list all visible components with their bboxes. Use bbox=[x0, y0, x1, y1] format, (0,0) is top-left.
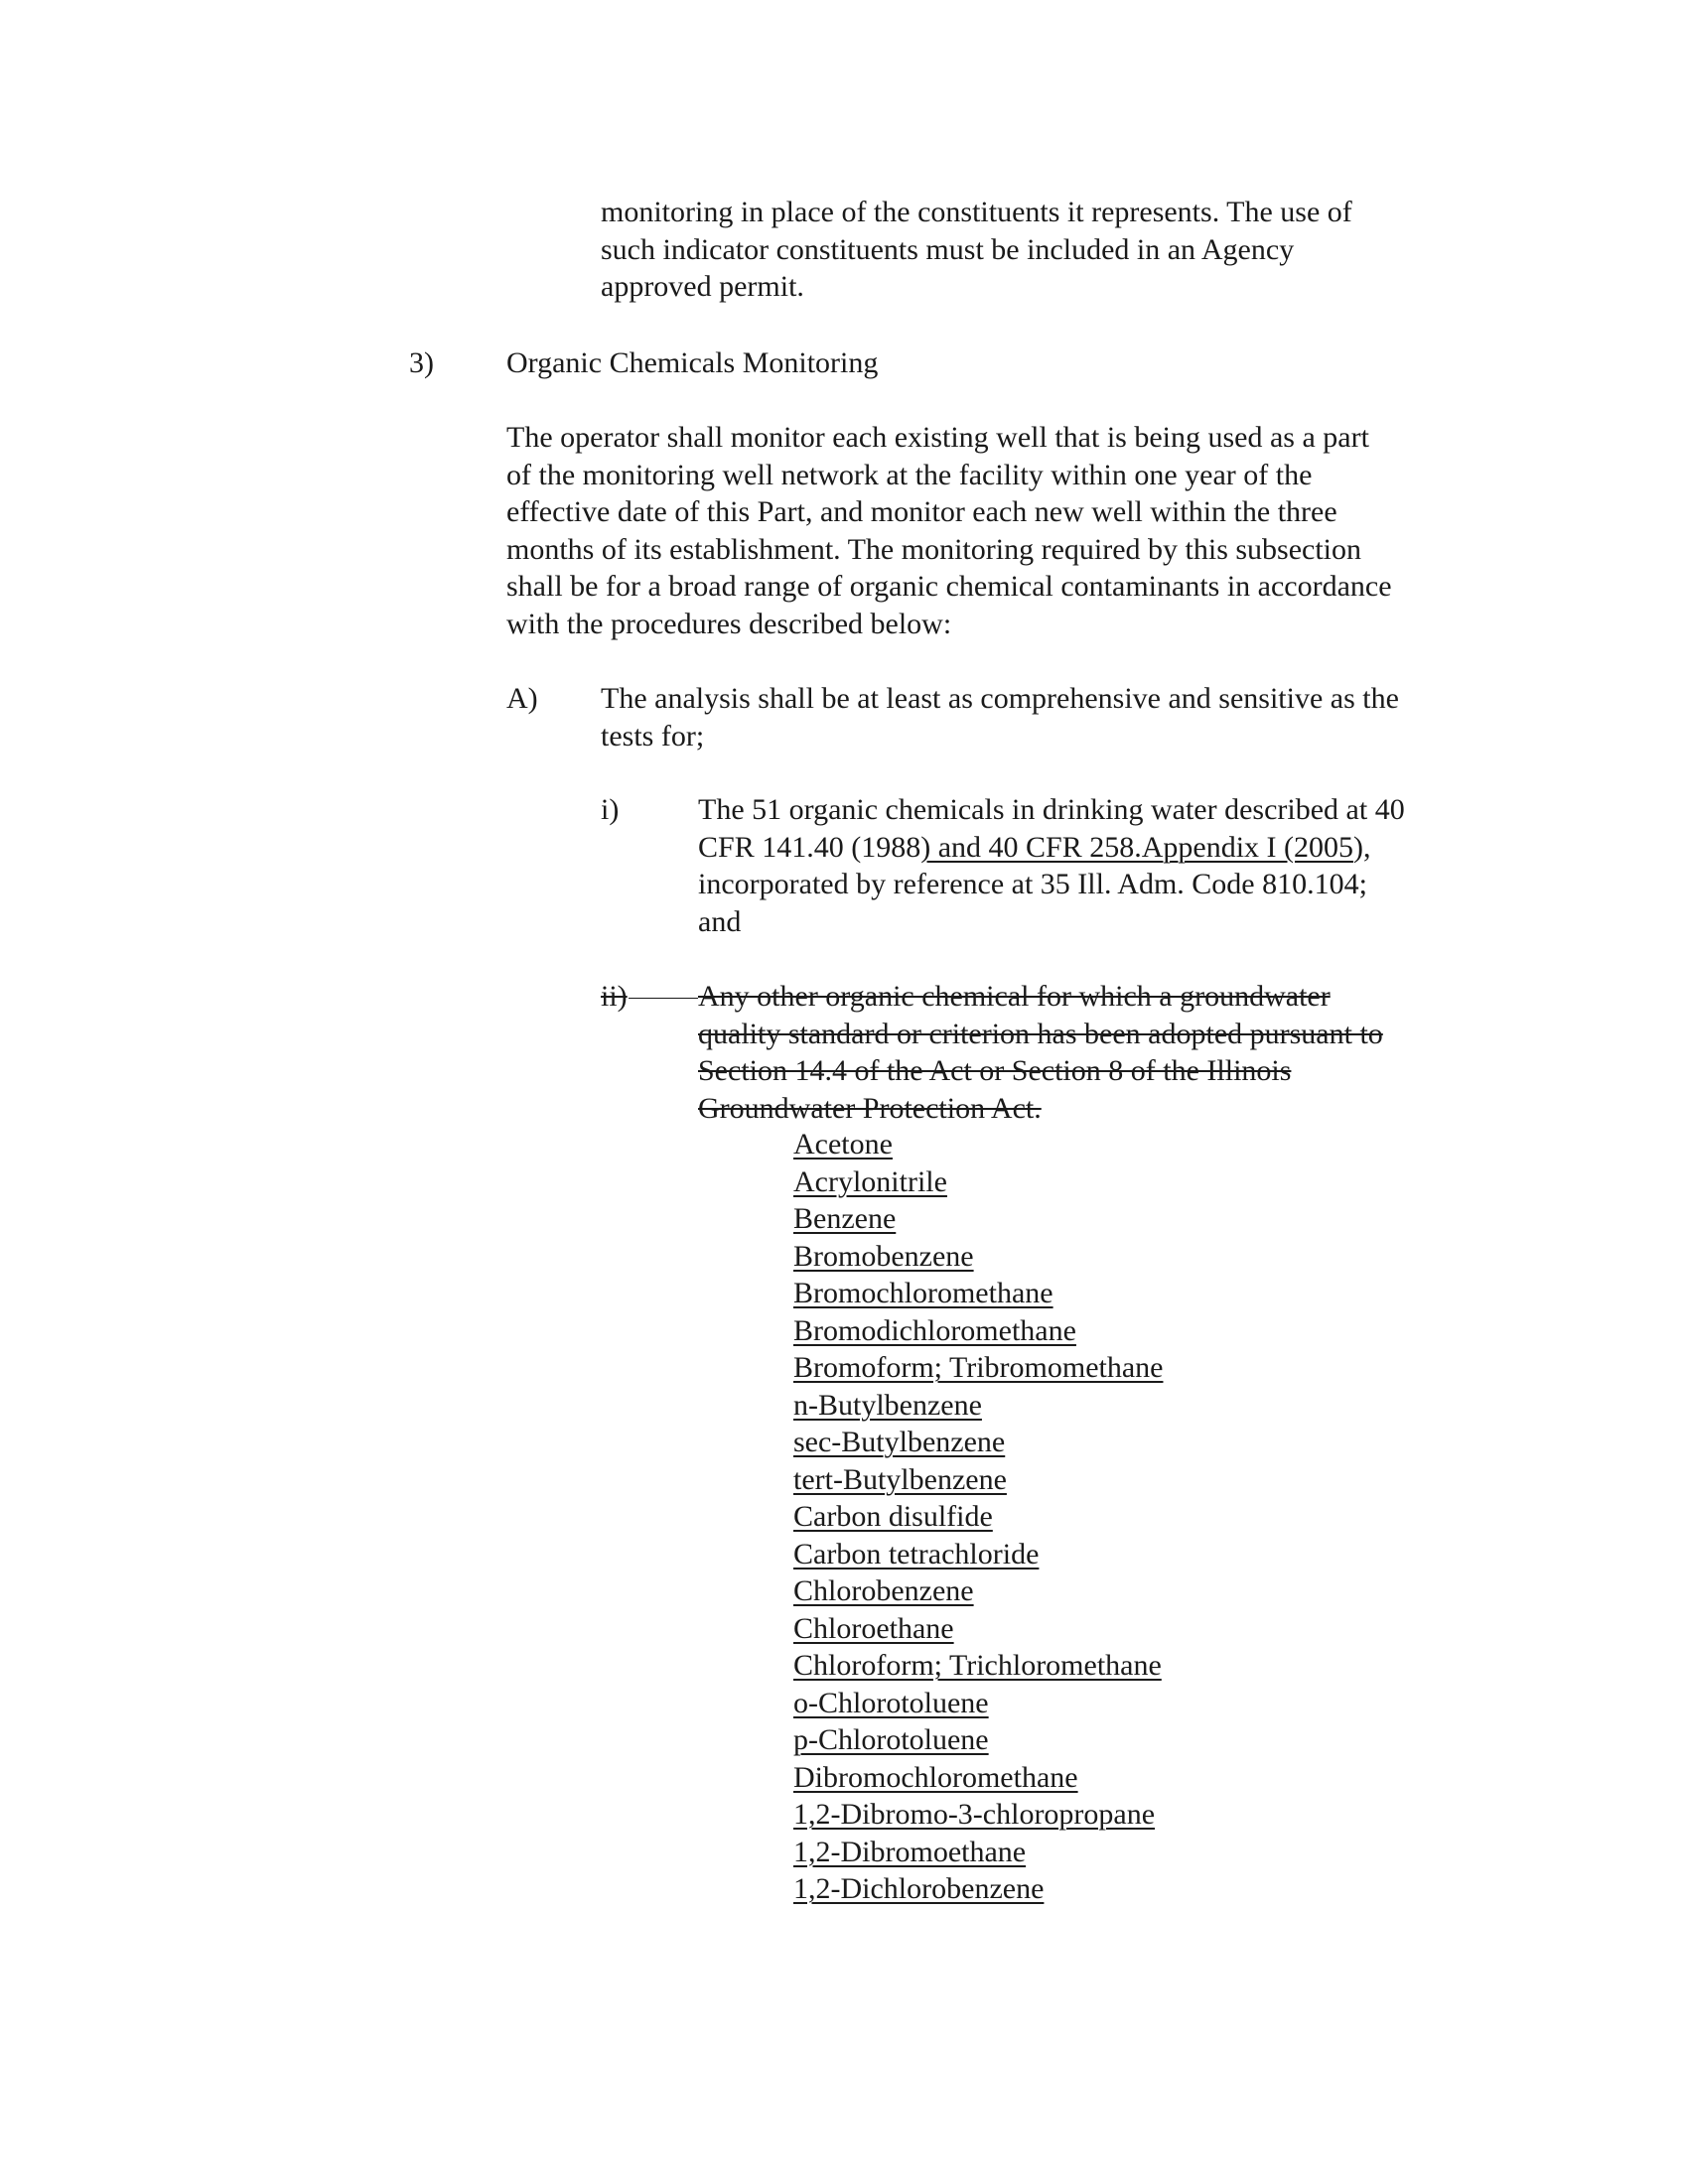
chemical-item: Bromoform; Tribromomethane bbox=[793, 1351, 1164, 1384]
chemical-item: Bromochloromethane bbox=[793, 1277, 1053, 1309]
item-ii-label bbox=[601, 978, 700, 1016]
item-i-line2-end: ), bbox=[1353, 830, 1371, 864]
item-ii-label-text: ii) bbox=[601, 980, 628, 1013]
chemical-item: o-Chlorotoluene bbox=[793, 1686, 989, 1719]
item-a-line: tests for; bbox=[601, 719, 705, 752]
item-ii-line: quality standard or criterion has been adopted pursuant to bbox=[698, 1017, 1383, 1050]
chemical-item: 1,2-Dibromo-3-chloropropane bbox=[793, 1798, 1156, 1831]
body-line: shall be for a broad range of organic chemical contaminants in accordance bbox=[506, 570, 1392, 603]
item-i-inserted-text: ) and 40 CFR 258.Appendix I (2005 bbox=[920, 830, 1354, 864]
chemical-item: Chloroethane bbox=[793, 1611, 954, 1645]
body-line: of the monitoring well network at the facility within one year of the bbox=[506, 458, 1313, 491]
chemical-item: Carbon disulfide bbox=[793, 1500, 993, 1533]
section-3-number: 3) bbox=[409, 346, 434, 379]
intro-line: such indicator constituents must be included in an Agency bbox=[601, 232, 1295, 266]
section-3-body bbox=[506, 419, 1392, 642]
item-i-text bbox=[698, 791, 1405, 940]
chemical-item: sec-Butylbenzene bbox=[793, 1426, 1006, 1458]
chemical-item: Carbon tetrachloride bbox=[793, 1537, 1040, 1570]
chemical-item: Dibromochloromethane bbox=[793, 1760, 1078, 1794]
chemical-item: 1,2-Dibromoethane bbox=[793, 1835, 1027, 1868]
item-i-line2-plain: CFR 141.40 (1988 bbox=[698, 830, 921, 864]
chemical-item: Bromodichloromethane bbox=[793, 1313, 1076, 1347]
chemical-item: Chloroform; Trichloromethane bbox=[793, 1649, 1162, 1682]
chemical-item: Acetone bbox=[793, 1128, 893, 1160]
item-a-text bbox=[601, 680, 1399, 754]
item-i-line bbox=[698, 829, 1405, 867]
item-ii-line: Any other organic chemical for which a groundwater bbox=[698, 980, 1331, 1013]
body-line: effective date of this Part, and monitor each new well within the three bbox=[506, 495, 1337, 528]
chemical-item: n-Butylbenzene bbox=[793, 1388, 982, 1422]
chemical-item: p-Chlorotoluene bbox=[793, 1723, 989, 1756]
item-ii-text bbox=[698, 978, 1383, 1127]
item-i-line: The 51 organic chemicals in drinking water described at 40 bbox=[698, 793, 1405, 826]
item-ii-line: Section 14.4 of the Act or Section 8 of the Illinois bbox=[698, 1054, 1292, 1087]
chemical-item: 1,2-Dichlorobenzene bbox=[793, 1872, 1045, 1905]
chemical-item: Chlorobenzene bbox=[793, 1574, 974, 1607]
intro-line: approved permit. bbox=[601, 270, 804, 303]
item-i-label: i) bbox=[601, 793, 620, 826]
intro-line: monitoring in place of the constituents it represents. The use of bbox=[601, 196, 1352, 228]
item-a-label: A) bbox=[506, 682, 538, 715]
chemical-item: Benzene bbox=[793, 1202, 897, 1235]
intro-paragraph bbox=[601, 194, 1352, 306]
item-ii-strike-rule bbox=[629, 998, 698, 999]
body-line: The operator shall monitor each existing well that is being used as a part bbox=[506, 421, 1369, 454]
section-3-title: Organic Chemicals Monitoring bbox=[506, 346, 879, 379]
item-i-line: and bbox=[698, 904, 742, 938]
item-i-line: incorporated by reference at 35 Ill. Adm. Code 810.104; bbox=[698, 868, 1367, 900]
item-ii-line: Groundwater Protection Act. bbox=[698, 1091, 1042, 1125]
body-line: with the procedures described below: bbox=[506, 607, 952, 640]
chemical-list bbox=[793, 1126, 1163, 1908]
item-a-line: The analysis shall be at least as comprehensive and sensitive as the bbox=[601, 682, 1399, 715]
body-line: months of its establishment. The monitoring required by this subsection bbox=[506, 532, 1362, 566]
chemical-item: Bromobenzene bbox=[793, 1239, 974, 1273]
chemical-item: tert-Butylbenzene bbox=[793, 1462, 1007, 1496]
chemical-item: Acrylonitrile bbox=[793, 1164, 947, 1198]
